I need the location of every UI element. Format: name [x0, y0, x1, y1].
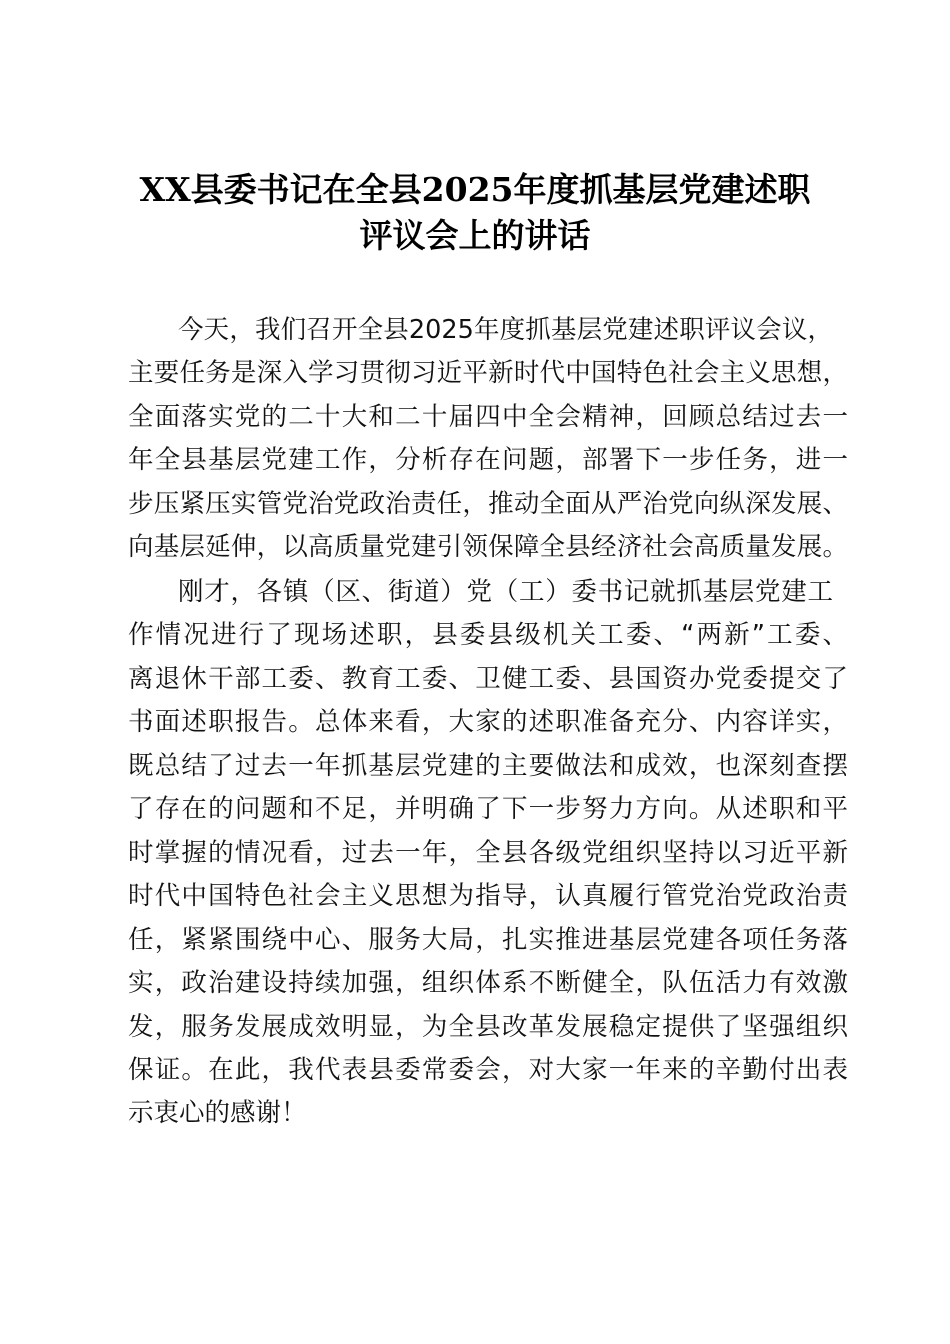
paragraph-line: 任，紧紧围绕中心、服务大局，扎实推进基层党建各项任务落 — [128, 925, 848, 955]
paragraph-line: 实，政治建设持续加强，组织体系不断健全，队伍活力有效激 — [128, 968, 848, 998]
paragraph-line: 了存在的问题和不足，并明确了下一步努力方向。从述职和平 — [128, 794, 848, 824]
paragraph-line: 刚才，各镇（区、街道）党（工）委书记就抓基层党建工 — [178, 577, 833, 607]
paragraph-line: 离退休干部工委、教育工委、卫健工委、县国资办党委提交了 — [128, 664, 848, 694]
paragraph-line: 时掌握的情况看，过去一年，全县各级党组织坚持以习近平新 — [128, 838, 848, 868]
paragraph-line: 时代中国特色社会主义思想为指导，认真履行管党治党政治责 — [128, 881, 848, 911]
paragraph-line: 全面落实党的二十大和二十届四中全会精神，回顾总结过去一 — [128, 402, 848, 432]
paragraph-line: 示衷心的感谢！ — [128, 1098, 307, 1128]
paragraph-line: 既总结了过去一年抓基层党建的主要做法和成效，也深刻查摆 — [128, 751, 848, 781]
paragraph-line: 今天，我们召开全县2025年度抓基层党建述职评议会议， — [178, 315, 833, 345]
document-title-line-1: XX县委书记在全县2025年度抓基层党建述职 — [139, 170, 811, 209]
paragraph-line: 步压紧压实管党治党政治责任，推动全面从严治党向纵深发展、 — [128, 489, 848, 519]
paragraph-line: 书面述职报告。总体来看，大家的述职准备充分、内容详实， — [128, 707, 848, 737]
paragraph-line: 保证。在此，我代表县委常委会，对大家一年来的辛勤付出表 — [128, 1055, 848, 1085]
paragraph-line: 作情况进行了现场述职，县委县级机关工委、“两新”工委、 — [128, 620, 848, 650]
document-title-line-2: 评议会上的讲话 — [359, 216, 591, 255]
paragraph-line: 向基层延伸，以高质量党建引领保障全县经济社会高质量发展。 — [128, 532, 848, 562]
paragraph-line: 发，服务发展成效明显，为全县改革发展稳定提供了坚强组织 — [128, 1012, 848, 1042]
paragraph-line: 主要任务是深入学习贯彻习近平新时代中国特色社会主义思想， — [128, 358, 848, 388]
paragraph-line: 年全县基层党建工作，分析存在问题，部署下一步任务，进一 — [128, 445, 848, 475]
